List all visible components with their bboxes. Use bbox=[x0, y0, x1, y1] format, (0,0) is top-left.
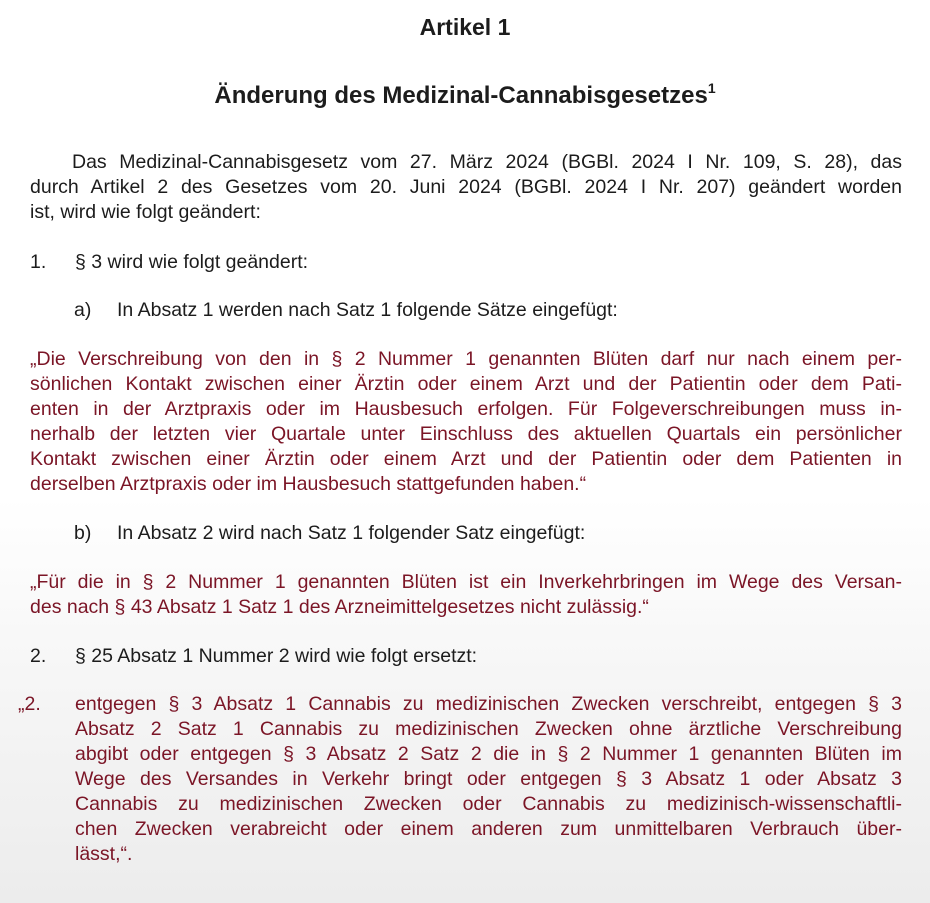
sublist-letter: b) bbox=[74, 522, 92, 544]
quoted-text-line: enten in der Arztpraxis oder im Hausbesuch erfolgen. Für Folgeverschreibungen muss in- bbox=[30, 398, 902, 420]
quoted-text-line: chen Zwecken verabreicht oder einem anderen zum unmittelbaren Verbrauch über- bbox=[75, 818, 902, 840]
intro-line: Das Medizinal-Cannabisgesetz vom 27. März 2024 (BGBl. 2024 I Nr. 109, S. 28), das bbox=[72, 151, 902, 173]
heading-text: Änderung des Medizinal-Cannabisgesetzes bbox=[214, 82, 708, 109]
sublist-item-text: In Absatz 2 wird nach Satz 1 folgender Satz eingefügt: bbox=[117, 522, 586, 544]
footnote-marker: 1 bbox=[707, 80, 716, 96]
quoted-text-line: entgegen § 3 Absatz 1 Cannabis zu medizinischen Zwecken verschreibt, entgegen § 3 bbox=[75, 693, 902, 715]
intro-line: ist, wird wie folgt geändert: bbox=[30, 201, 261, 223]
intro-line: durch Artikel 2 des Gesetzes vom 20. Juni 2024 (BGBl. 2024 I Nr. 207) geändert worden bbox=[30, 176, 902, 198]
quoted-number: „2. bbox=[18, 693, 41, 715]
quoted-text-line: sönlichen Kontakt zwischen einer Ärztin oder einem Arzt und der Patientin oder dem Pati- bbox=[30, 373, 902, 395]
list-number: 2. bbox=[30, 645, 47, 667]
quoted-text-line: Cannabis zu medizinischen Zwecken oder Cannabis zu medizinisch-wissenschaftli- bbox=[75, 793, 902, 815]
quoted-text-line: abgibt oder entgegen § 3 Absatz 2 Satz 2 die in § 2 Nummer 1 genannten Blüten im bbox=[75, 743, 902, 765]
quoted-text-line: Wege des Versandes in Verkehr bringt oder entgegen § 3 Absatz 1 oder Absatz 3 bbox=[75, 768, 902, 790]
sublist-item-text: In Absatz 1 werden nach Satz 1 folgende Sätze eingefügt: bbox=[117, 299, 618, 321]
quoted-text-line: des nach § 43 Absatz 1 Satz 1 des Arzneimittelgesetzes nicht zulässig.“ bbox=[30, 596, 649, 618]
sublist-letter: a) bbox=[74, 299, 92, 321]
quoted-text-line: Absatz 2 Satz 1 Cannabis zu medizinischen Zwecken ohne ärztliche Verschreibung bbox=[75, 718, 902, 740]
quoted-text-line: „Für die in § 2 Nummer 1 genannten Blüten ist ein Inverkehrbringen im Wege des Versan- bbox=[30, 571, 902, 593]
quoted-text-line: derselben Arztpraxis oder im Hausbesuch stattgefunden haben.“ bbox=[30, 473, 587, 495]
list-item-text: § 3 wird wie folgt geändert: bbox=[75, 251, 309, 273]
list-number: 1. bbox=[30, 251, 47, 273]
quoted-text-line: Kontakt zwischen einer Ärztin oder einem Arzt und der Patientin oder dem Patienten in bbox=[30, 448, 902, 470]
quoted-text-line: „Die Verschreibung von den in § 2 Nummer 1 genannten Blüten darf nur nach einem per- bbox=[30, 348, 902, 370]
section-heading bbox=[0, 82, 930, 110]
article-title: Artikel 1 bbox=[419, 14, 511, 40]
quoted-text-line: nerhalb der letzten vier Quartale unter Einschluss des aktuellen Quartals ein persönlicher bbox=[30, 423, 902, 445]
quoted-text-line: lässt,“. bbox=[75, 843, 133, 865]
list-item-text: § 25 Absatz 1 Nummer 2 wird wie folgt ersetzt: bbox=[75, 645, 478, 667]
